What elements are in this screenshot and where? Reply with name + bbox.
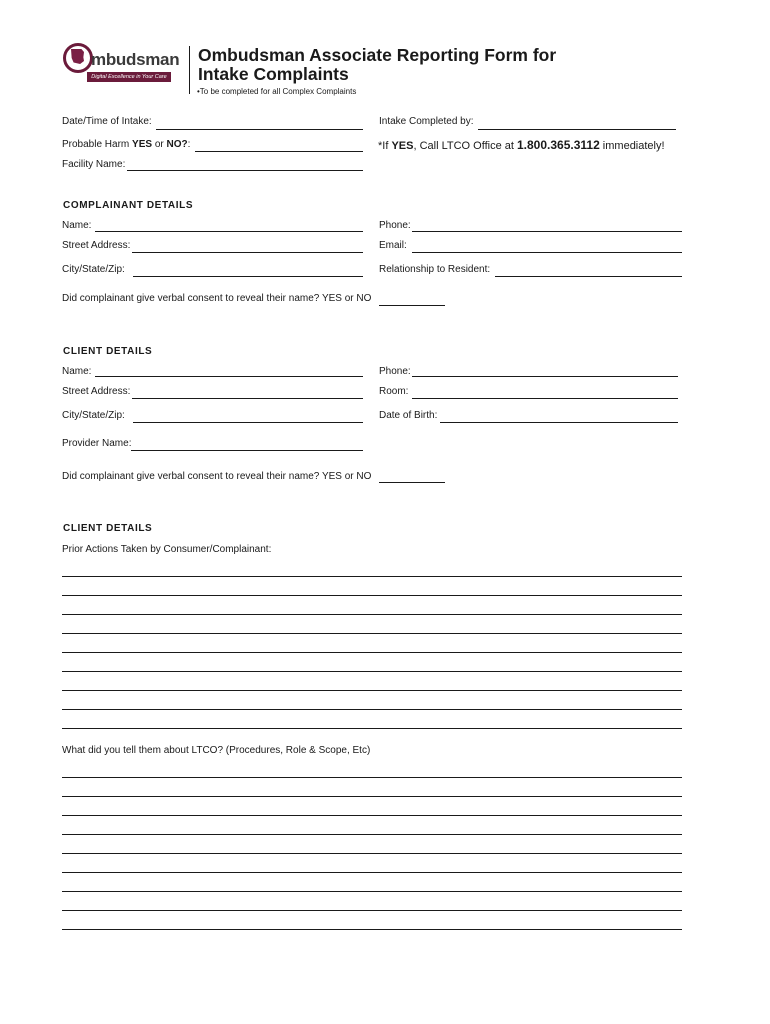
header-divider bbox=[189, 46, 190, 94]
ltco-info-line[interactable] bbox=[62, 853, 682, 854]
prior-actions-line[interactable] bbox=[62, 614, 682, 615]
relationship-field[interactable] bbox=[495, 276, 682, 277]
complainant-name-field[interactable] bbox=[95, 231, 363, 232]
complainant-street-label: Street Address: bbox=[62, 240, 131, 251]
prior-actions-line[interactable] bbox=[62, 709, 682, 710]
client-consent-label: Did complainant give verbal consent to reveal their name? YES or NO bbox=[62, 471, 372, 482]
ltco-info-line[interactable] bbox=[62, 929, 682, 930]
client-name-label: Name: bbox=[62, 366, 92, 377]
client-street-label: Street Address: bbox=[62, 386, 131, 397]
client-street-field[interactable] bbox=[132, 398, 363, 399]
form-title-line2: Intake Complaints bbox=[198, 64, 349, 84]
client-room-label: Room: bbox=[379, 386, 409, 397]
facility-name-label: Facility Name: bbox=[62, 159, 126, 170]
form-title-line1: Ombudsman Associate Reporting Form for bbox=[198, 45, 557, 65]
client-dob-label: Date of Birth: bbox=[379, 410, 438, 421]
datetime-field[interactable] bbox=[156, 129, 363, 130]
form-title bbox=[198, 46, 556, 84]
client-room-field[interactable] bbox=[412, 398, 678, 399]
ltco-info-line[interactable] bbox=[62, 891, 682, 892]
complainant-city-field[interactable] bbox=[133, 276, 363, 277]
ltco-info-line[interactable] bbox=[62, 796, 682, 797]
ltco-info-line[interactable] bbox=[62, 777, 682, 778]
completed-by-label: Intake Completed by: bbox=[379, 116, 474, 127]
prior-actions-line[interactable] bbox=[62, 633, 682, 634]
client-dob-field[interactable] bbox=[440, 422, 678, 423]
notice-prefix: *If bbox=[378, 140, 392, 152]
form-subtitle: •To be completed for all Complex Complaints bbox=[197, 87, 357, 96]
ltco-info-line[interactable] bbox=[62, 872, 682, 873]
relationship-label: Relationship to Resident: bbox=[379, 264, 491, 275]
prior-actions-line[interactable] bbox=[62, 690, 682, 691]
probable-harm-label bbox=[62, 139, 190, 151]
probable-harm-field[interactable] bbox=[195, 151, 363, 152]
ltco-phone-number: 1.800.365.3112 bbox=[516, 138, 600, 152]
probable-harm-prefix: Probable Harm bbox=[62, 139, 133, 150]
complainant-email-field[interactable] bbox=[412, 252, 682, 253]
notice-yes: YES bbox=[391, 140, 414, 152]
prior-actions-line[interactable] bbox=[62, 671, 682, 672]
ltco-info-label: What did you tell them about LTCO? (Procedures, Role & Scope, Etc) bbox=[62, 745, 371, 756]
complainant-email-label: Email: bbox=[379, 240, 407, 251]
call-ltco-notice bbox=[378, 138, 665, 152]
client-details-heading: CLIENT DETAILS bbox=[63, 346, 153, 357]
provider-name-field[interactable] bbox=[131, 450, 363, 451]
probable-harm-colon: : bbox=[187, 139, 191, 150]
complainant-consent-label: Did complainant give verbal consent to reveal their name? YES or NO bbox=[62, 293, 372, 304]
prior-actions-line[interactable] bbox=[62, 576, 682, 577]
complainant-name-label: Name: bbox=[62, 220, 92, 231]
datetime-label: Date/Time of Intake: bbox=[62, 116, 152, 127]
facility-name-field[interactable] bbox=[127, 170, 363, 171]
complainant-details-heading: COMPLAINANT DETAILS bbox=[63, 200, 194, 211]
complainant-city-label: City/State/Zip: bbox=[62, 264, 125, 275]
completed-by-field[interactable] bbox=[478, 129, 676, 130]
prior-actions-line[interactable] bbox=[62, 652, 682, 653]
complainant-phone-label: Phone: bbox=[379, 220, 411, 231]
probable-harm-no: NO? bbox=[166, 139, 188, 150]
prior-actions-label: Prior Actions Taken by Consumer/Complainant: bbox=[62, 544, 272, 555]
ombudsman-logo bbox=[63, 43, 180, 87]
client-phone-label: Phone: bbox=[379, 366, 411, 377]
complainant-consent-field[interactable] bbox=[379, 305, 445, 306]
ltco-info-line[interactable] bbox=[62, 834, 682, 835]
client-name-field[interactable] bbox=[95, 376, 363, 377]
ltco-info-line[interactable] bbox=[62, 910, 682, 911]
probable-harm-yes: YES bbox=[132, 139, 153, 150]
complainant-phone-field[interactable] bbox=[412, 231, 682, 232]
prior-actions-line[interactable] bbox=[62, 728, 682, 729]
client-consent-field[interactable] bbox=[379, 482, 445, 483]
notice-mid: , Call LTCO Office at bbox=[413, 140, 517, 152]
logo-wordmark: mbudsman bbox=[91, 50, 180, 69]
complainant-street-field[interactable] bbox=[132, 252, 363, 253]
notice-suffix: immediately! bbox=[599, 140, 665, 152]
ltco-info-line[interactable] bbox=[62, 815, 682, 816]
provider-name-label: Provider Name: bbox=[62, 438, 132, 449]
client-city-field[interactable] bbox=[133, 422, 363, 423]
prior-actions-line[interactable] bbox=[62, 595, 682, 596]
client-city-label: City/State/Zip: bbox=[62, 410, 125, 421]
logo-tagline: Digital Excellence in Your Care bbox=[87, 72, 171, 82]
probable-harm-or: or bbox=[152, 139, 167, 150]
client-phone-field[interactable] bbox=[412, 376, 678, 377]
client-details-heading-2: CLIENT DETAILS bbox=[63, 523, 153, 534]
